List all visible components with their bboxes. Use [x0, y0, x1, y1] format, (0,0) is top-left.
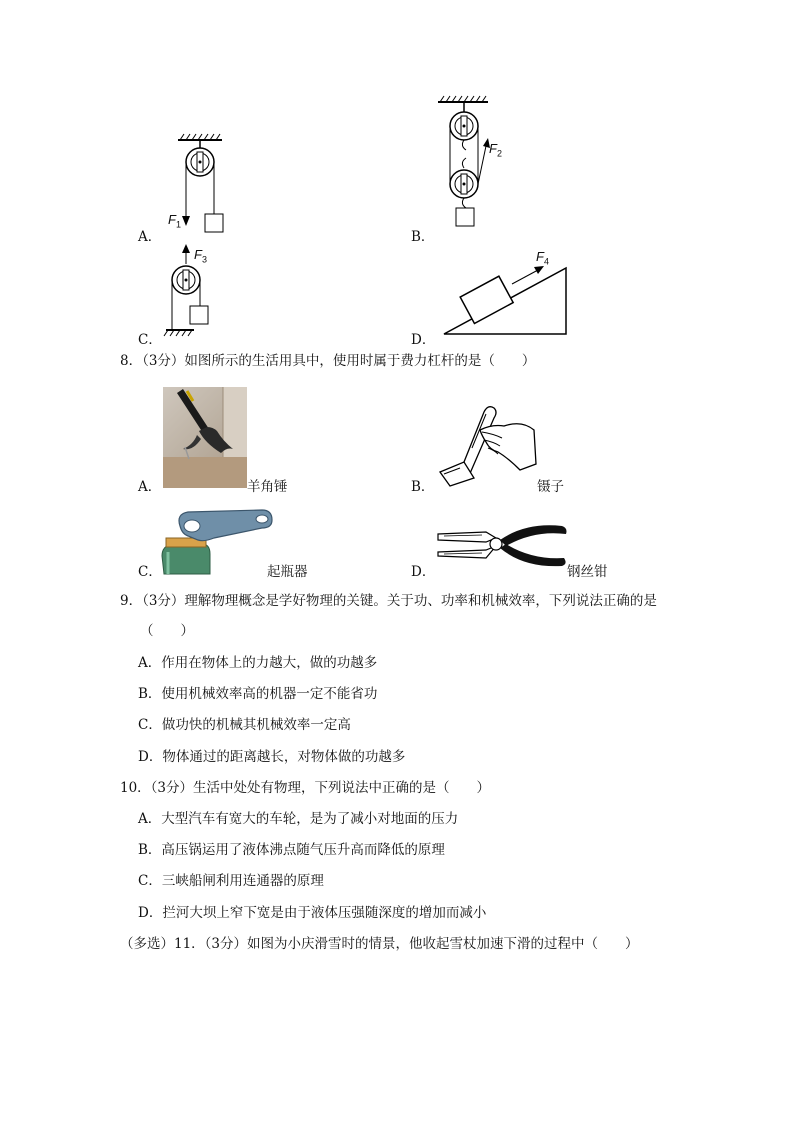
q10-stem: 10．（3分）生活中处处有物理，下列说法中正确的是（ ） — [120, 780, 491, 796]
inclined-plane-diagram — [440, 256, 570, 336]
q8-option-b[interactable]: B． — [411, 479, 435, 495]
q11-stem: （多选）11．（3分）如图为小庆滑雪时的情景，他收起雪杖加速下滑的过程中（ ） — [120, 936, 639, 952]
q7-option-b[interactable]: B． — [411, 229, 435, 245]
q8-label-pliers: 钢丝钳 — [567, 564, 608, 580]
fixed-pulley-diagram — [170, 130, 250, 250]
bottle-opener-icon — [158, 508, 278, 574]
q7-option-c[interactable]: C． — [138, 332, 162, 348]
force-label-f2: $F_2$ — [489, 141, 502, 159]
q8-label-bottle-opener: 起瓶器 — [267, 564, 308, 580]
q10-option-a[interactable]: A．大型汽车有宽大的车轮，是为了减小对地面的压力 — [138, 811, 459, 827]
q10-option-d[interactable]: D．拦河大坝上窄下宽是由于液体压强随深度的增加而减小 — [138, 905, 487, 921]
force-label-f4: $F_4$ — [536, 249, 549, 267]
claw-hammer-icon — [163, 387, 247, 488]
claw-hammer-photo — [163, 387, 247, 488]
q8-option-c[interactable]: C． — [138, 564, 162, 580]
q9-stem: 9．（3分）理解物理概念是学好物理的关键。关于功、功率和机械效率，下列说法正确的是 — [120, 593, 657, 609]
pulley-block-diagram — [430, 96, 510, 236]
q9-option-a[interactable]: A．作用在物体上的力越大，做的功越多 — [138, 655, 378, 671]
q9-stem-continued: （ ） — [140, 623, 194, 639]
q8-stem: 8．（3分）如图所示的生活用具中，使用时属于费力杠杆的是（ ） — [120, 353, 536, 369]
q9-option-c[interactable]: C．做功快的机械其机械效率一定高 — [138, 717, 351, 733]
q9-option-d[interactable]: D．物体通过的距离越长，对物体做的功越多 — [138, 749, 406, 765]
q8-label-tweezers: 镊子 — [537, 479, 564, 495]
tweezers-hand-icon — [434, 402, 544, 488]
q8-option-a[interactable]: A． — [138, 479, 162, 495]
q8-label-claw-hammer: 羊角锤 — [247, 479, 288, 495]
q10-option-b[interactable]: B．高压锅运用了液体沸点随气压升高而降低的原理 — [138, 842, 445, 858]
q9-option-b[interactable]: B．使用机械效率高的机器一定不能省功 — [138, 686, 378, 702]
q10-option-c[interactable]: C．三峡船闸利用连通器的原理 — [138, 873, 324, 889]
force-label-f3: $F_3$ — [194, 247, 207, 265]
q7-option-a[interactable]: A． — [138, 229, 162, 245]
pliers-icon — [434, 520, 570, 572]
force-label-f1: $F_1$ — [168, 212, 181, 230]
q7-option-d[interactable]: D． — [411, 332, 436, 348]
q8-option-d[interactable]: D． — [411, 564, 436, 580]
